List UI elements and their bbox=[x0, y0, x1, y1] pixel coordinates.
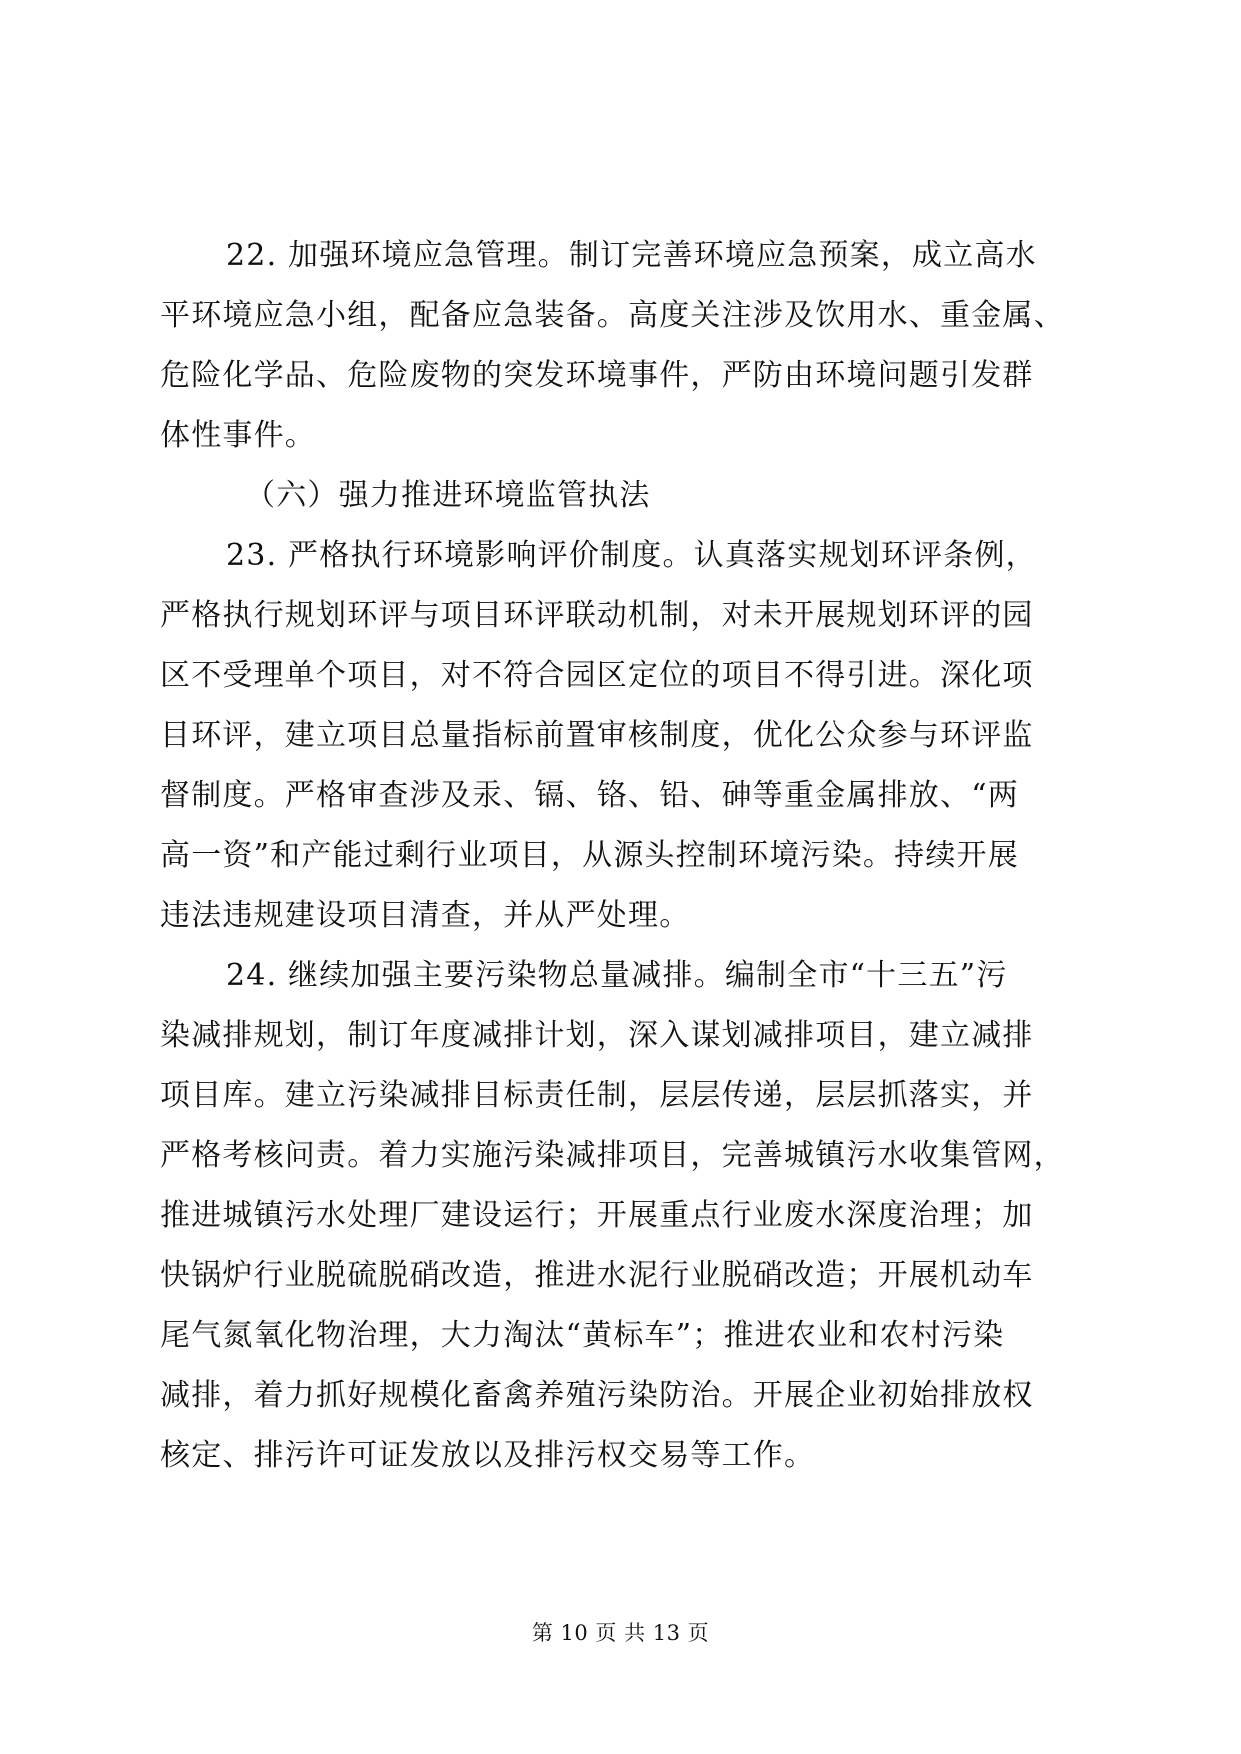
paragraph-22-line-2: 平环境应急小组，配备应急装备。高度关注涉及饮用水、重金属、 bbox=[160, 298, 1065, 333]
paragraph-23-line-2: 严格执行规划环评与项目环评联动机制，对未开展规划环评的园 bbox=[160, 598, 1034, 633]
paragraph-24-line-3: 项目库。建立污染减排目标责任制，层层传递，层层抓落实，并 bbox=[160, 1078, 1034, 1113]
paragraph-24-line-2: 染减排规划，制订年度减排计划，深入谋划减排项目，建立减排 bbox=[160, 1018, 1034, 1053]
paragraph-22-line-3: 危险化学品、危险废物的突发环境事件，严防由环境问题引发群 bbox=[160, 358, 1034, 393]
paragraph-24-line-6: 快锅炉行业脱硫脱硝改造，推进水泥行业脱硝改造；开展机动车 bbox=[160, 1258, 1034, 1293]
paragraph-23-line-6: 高一资”和产能过剩行业项目，从源头控制环境污染。持续开展 bbox=[160, 838, 1019, 873]
paragraph-23-line-4: 目环评，建立项目总量指标前置审核制度，优化公众参与环评监 bbox=[160, 718, 1034, 753]
paragraph-23-line-5: 督制度。严格审查涉及汞、镉、铬、铅、砷等重金属排放、“两 bbox=[160, 778, 1019, 813]
paragraph-23-line-1: 23. 严格执行环境影响评价制度。认真落实规划环评条例， bbox=[226, 538, 1037, 573]
paragraph-22-line-1: 22. 加强环境应急管理。制订完善环境应急预案，成立高水 bbox=[226, 238, 1037, 273]
paragraph-23-line-3: 区不受理单个项目，对不符合园区定位的项目不得引进。深化项 bbox=[160, 658, 1034, 693]
paragraph-23-line-7: 违法违规建设项目清查，并从严处理。 bbox=[160, 898, 691, 933]
paragraph-24-line-7: 尾气氮氧化物治理，大力淘汰“黄标车”；推进农业和农村污染 bbox=[160, 1318, 1005, 1353]
paragraph-24-line-8: 减排，着力抓好规模化畜禽养殖污染防治。开展企业初始排放权 bbox=[160, 1378, 1034, 1413]
document-body bbox=[160, 226, 1080, 1486]
paragraph-24-line-9: 核定、排污许可证发放以及排污权交易等工作。 bbox=[160, 1438, 816, 1473]
paragraph-24-line-1: 24. 继续加强主要污染物总量减排。编制全市“十三五”污 bbox=[226, 958, 1008, 993]
paragraph-24-line-5: 推进城镇污水处理厂建设运行；开展重点行业废水深度治理；加 bbox=[160, 1198, 1034, 1233]
page-number-footer: 第 10 页 共 13 页 bbox=[531, 1621, 710, 1645]
paragraph-24-line-4: 严格考核问责。着力实施污染减排项目，完善城镇污水收集管网， bbox=[160, 1138, 1065, 1173]
paragraph-22-line-4: 体性事件。 bbox=[160, 418, 316, 453]
section-heading-6: （六）强力推进环境监管执法 bbox=[245, 478, 651, 513]
